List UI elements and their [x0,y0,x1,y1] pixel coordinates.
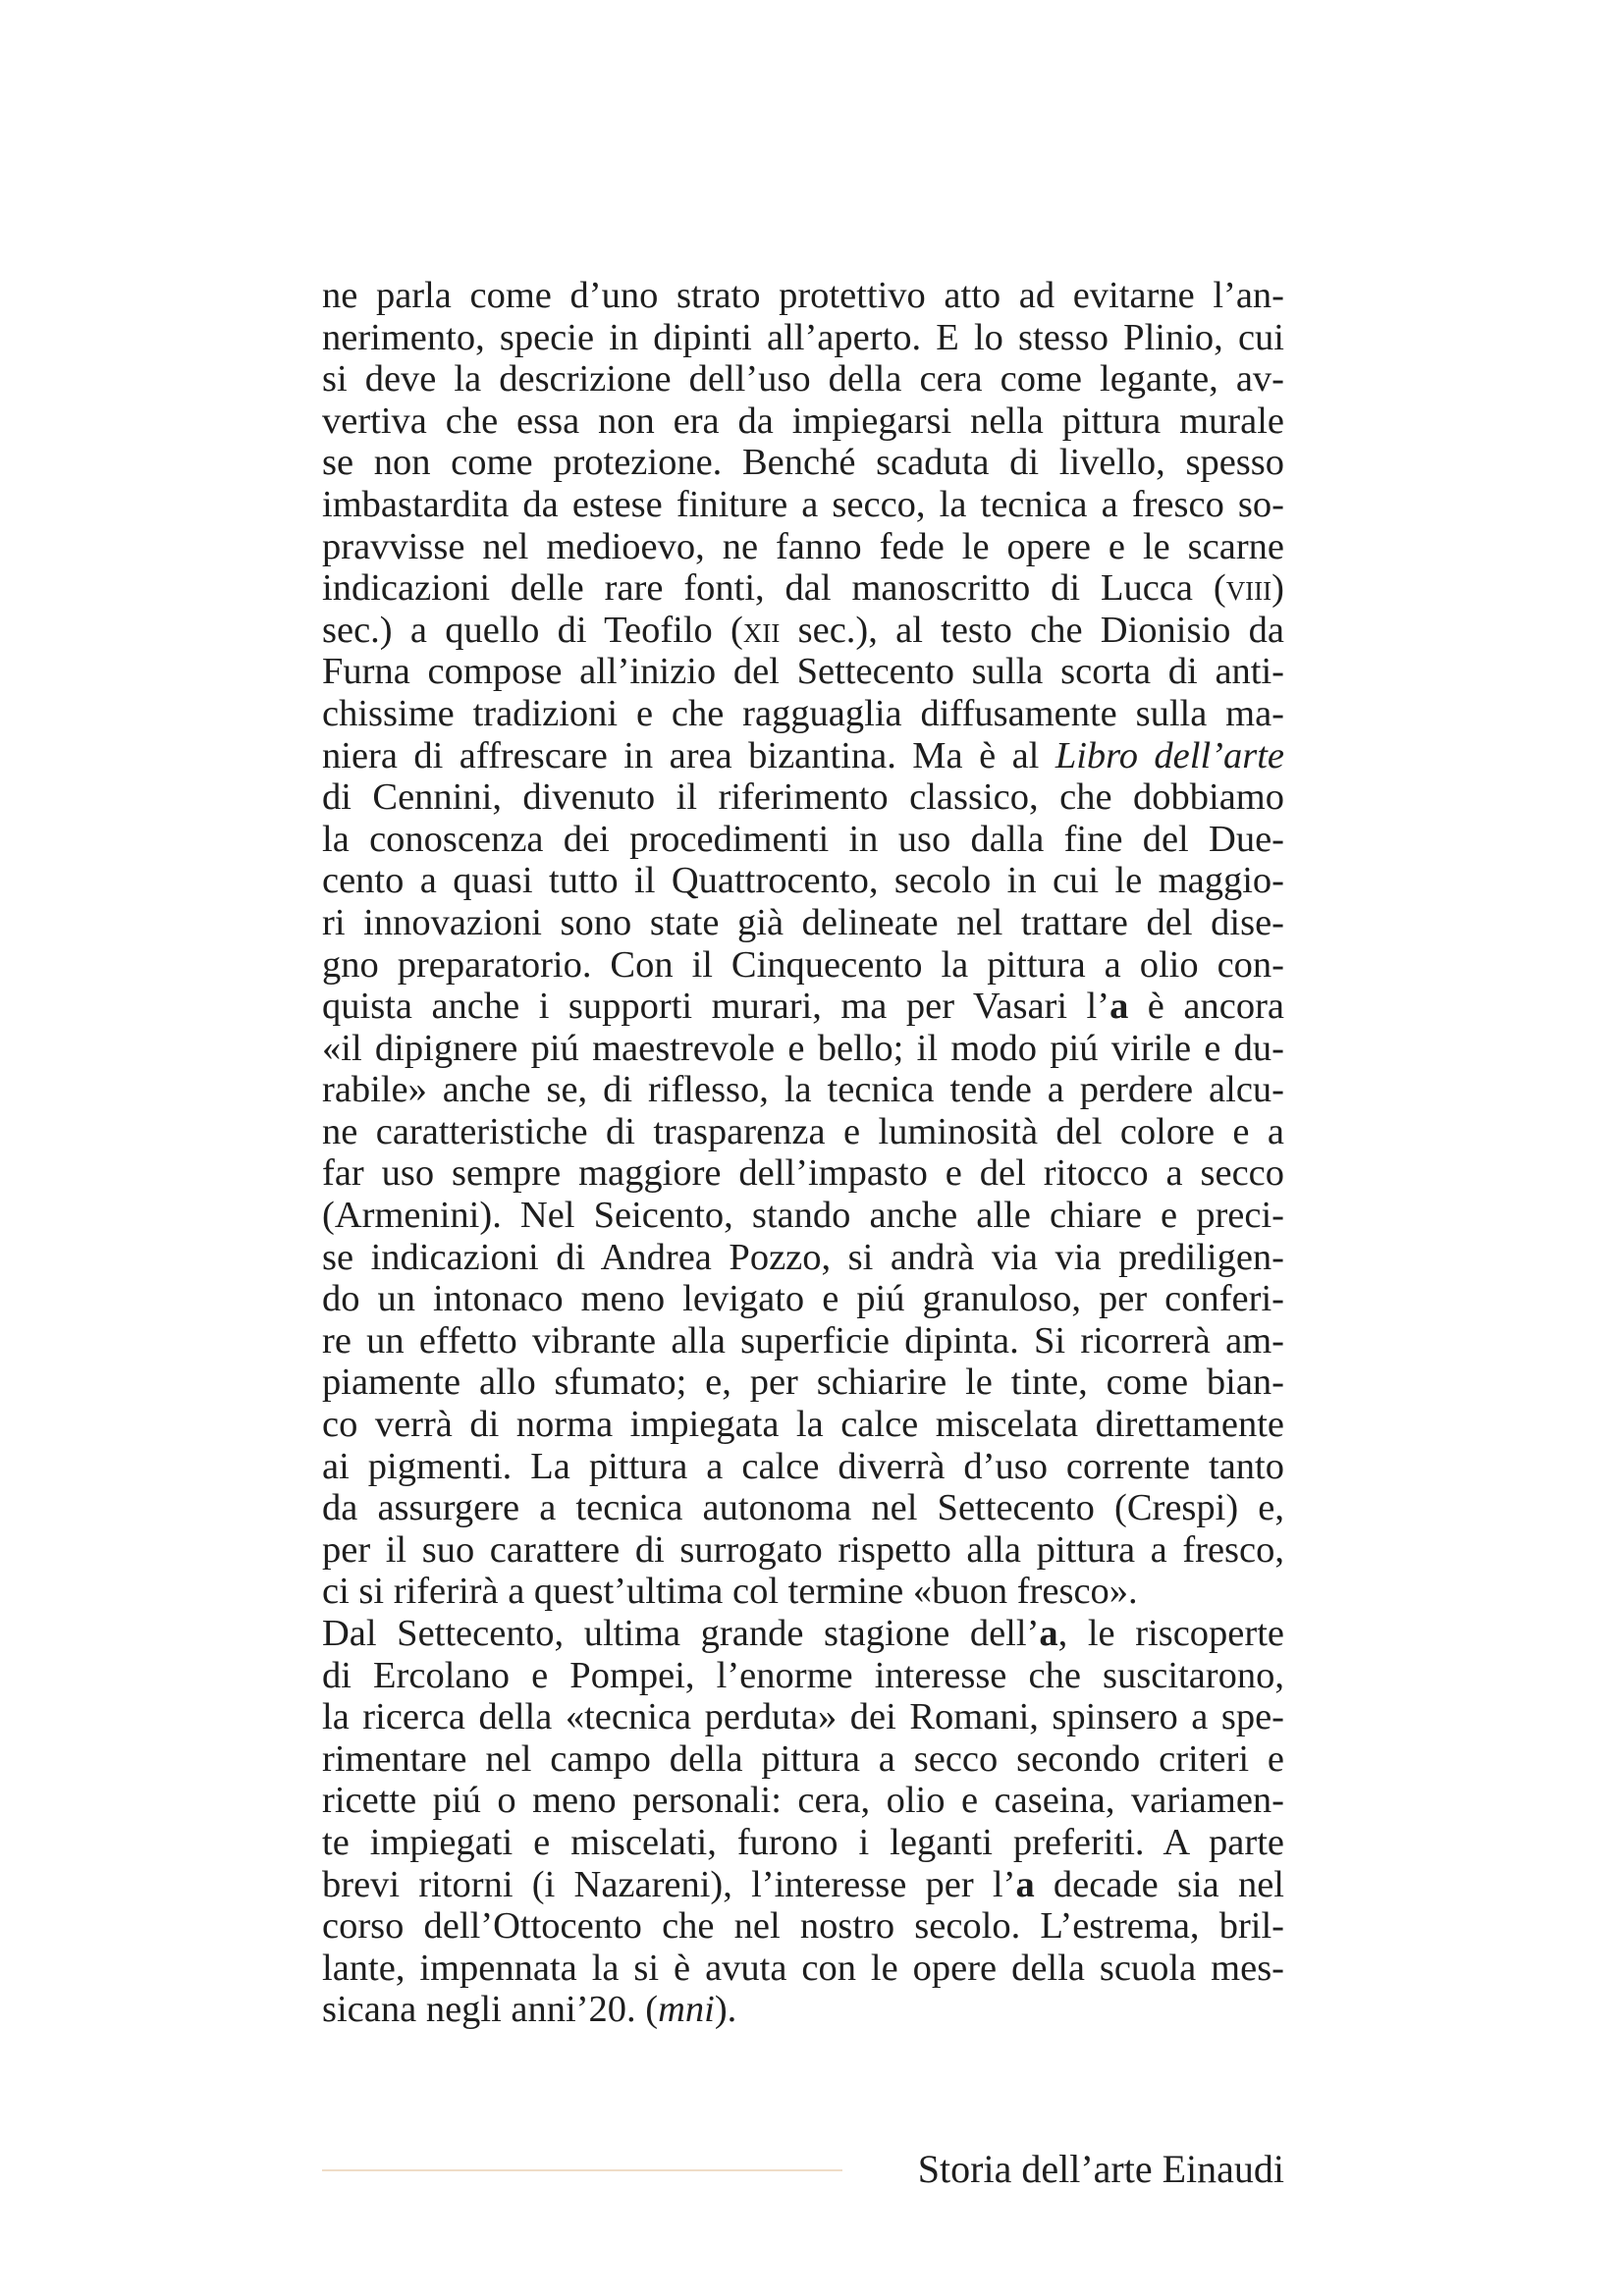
text-line: gno preparatorio. Con il Cinquecento la pittura a olio con- [322,943,1284,986]
text-line: vertiva che essa non era da impiegarsi nella pittura murale [322,400,1284,442]
text-run: ). [714,1989,737,2031]
text-run: sec.), al testo che Dionisio da [780,609,1284,651]
text-line: si deve la descrizione dell’uso della cera come legante, av- [322,358,1284,400]
text-line: nerimento, specie in dipinti all’aperto. E lo stesso Plinio, cui [322,316,1284,358]
text-line: re un effetto vibrante alla superficie dipinta. Si ricorrerà am- [322,1319,1284,1362]
entry-abbreviation: a [1109,986,1129,1028]
text-line [322,1613,1284,1655]
text-line: ricette piú o meno personali: cera, olio e caseina, variamen- [322,1780,1284,1822]
author-initials: mni [658,1989,715,2031]
text-line: do un intonaco meno levigato e piú granuloso, per conferi- [322,1278,1284,1320]
text-line: ai pigmenti. La pittura a calce diverrà d’uso corrente tanto [322,1445,1284,1487]
text-line [322,610,1284,652]
text-line: te impiegati e miscelati, furono i leganti preferiti. A parte [322,1821,1284,1863]
text-line: da assurgere a tecnica autonoma nel Settecento (Crespi) e, [322,1487,1284,1529]
text-line: lante, impennata la si è avuta con le opere della scuola mes- [322,1947,1284,1989]
text-line: ne caratteristiche di trasparenza e luminosità del colore e a [322,1110,1284,1152]
text-line: se non come protezione. Benché scaduta di livello, spesso [322,442,1284,484]
text-line: ri innovazioni sono state già delineate nel trattare del dise- [322,901,1284,943]
text-line: di Ercolano e Pompei, l’enorme interesse che suscitarono, [322,1654,1284,1696]
text-line: Furna compose all’inizio del Settecento sulla scorta di anti- [322,651,1284,693]
footer-publication-title: Storia dell’arte Einaudi [917,2147,1284,2191]
article-body [322,275,1284,2031]
entry-abbreviation: a [1039,1613,1058,1654]
text-line: rimentare nel campo della pittura a secco secondo criteri e [322,1737,1284,1780]
entry-abbreviation: a [1015,1863,1035,1905]
text-line: ci si riferirà a quest’ultima col termine «buon fresco». [322,1571,1138,1613]
text-line: cento a quasi tutto il Quattrocento, secolo in cui le maggio- [322,860,1284,902]
footer-rule [322,2169,842,2171]
text-run: brevi ritorni (i Nazareni), l’interesse per l’ [322,1863,1016,1905]
text-line: per il suo carattere di surrogato rispetto alla pittura a fresco, [322,1528,1284,1571]
text-line: la conoscenza dei procedimenti in uso dalla fine del Due- [322,818,1284,860]
text-line: piamente allo sfumato; e, per schiarire le tinte, come bian- [322,1362,1284,1404]
text-line: pravvisse nel medioevo, ne fanno fede le opere e le scarne [322,525,1284,567]
text-line: (Armenini). Nel Seicento, stando anche alle chiare e preci- [322,1195,1284,1237]
text-run: sec.) a quello di Teofilo ( [322,609,743,651]
text-line: di Cennini, divenuto il riferimento classico, che dobbiamo [322,776,1284,819]
text-run: Dal Settecento, ultima grande stagione dell’ [322,1613,1040,1654]
text-run: decade sia nel [1034,1863,1284,1905]
century-numeral: xii [742,609,781,651]
text-run: quista anche i supporti murari, ma per Vasari l’ [322,986,1110,1028]
text-run: sicana negli anni’20. ( [322,1989,659,2031]
text-line: rabile» anche se, di riflesso, la tecnica tende a perdere alcu- [322,1069,1284,1111]
text-line [322,1864,1284,1906]
text-line: chissime tradizioni e che ragguaglia diffusamente sulla ma- [322,692,1284,734]
century-numeral: viii [1225,567,1272,610]
text-run: , le riscoperte [1057,1613,1284,1654]
text-run: indicazioni delle rare fonti, dal manoscritto di Lucca ( [322,567,1226,610]
text-line [322,986,1284,1028]
book-title: Libro dell’arte [1055,734,1285,776]
text-line: «il dipignere piú maestrevole e bello; il modo piú virile e du- [322,1027,1284,1069]
text-run: è ancora [1128,986,1284,1028]
text-line: corso dell’Ottocento che nel nostro secolo. L’estrema, bril- [322,1905,1284,1948]
text-line: indicazioni delle rare fonti, dal manoscritto di Lucca (viii) [322,567,1284,610]
text-line: se indicazioni di Andrea Pozzo, si andrà via via prediligen- [322,1236,1284,1278]
text-run: niera di affrescare in area bizantina. Ma è al [322,734,1055,776]
text-line [322,1989,1284,2031]
text-line [322,735,1284,777]
text-line: ne parla come d’uno strato protettivo atto ad evitarne l’an- [322,275,1284,316]
text-line: co verrà di norma impiegata la calce miscelata direttamente [322,1404,1284,1446]
text-line: imbastardita da estese finiture a secco, la tecnica a fresco so- [322,483,1284,525]
text-line: far uso sempre maggiore dell’impasto e del ritocco a secco [322,1152,1284,1195]
text-line: la ricerca della «tecnica perduta» dei Romani, spinsero a spe- [322,1696,1284,1738]
